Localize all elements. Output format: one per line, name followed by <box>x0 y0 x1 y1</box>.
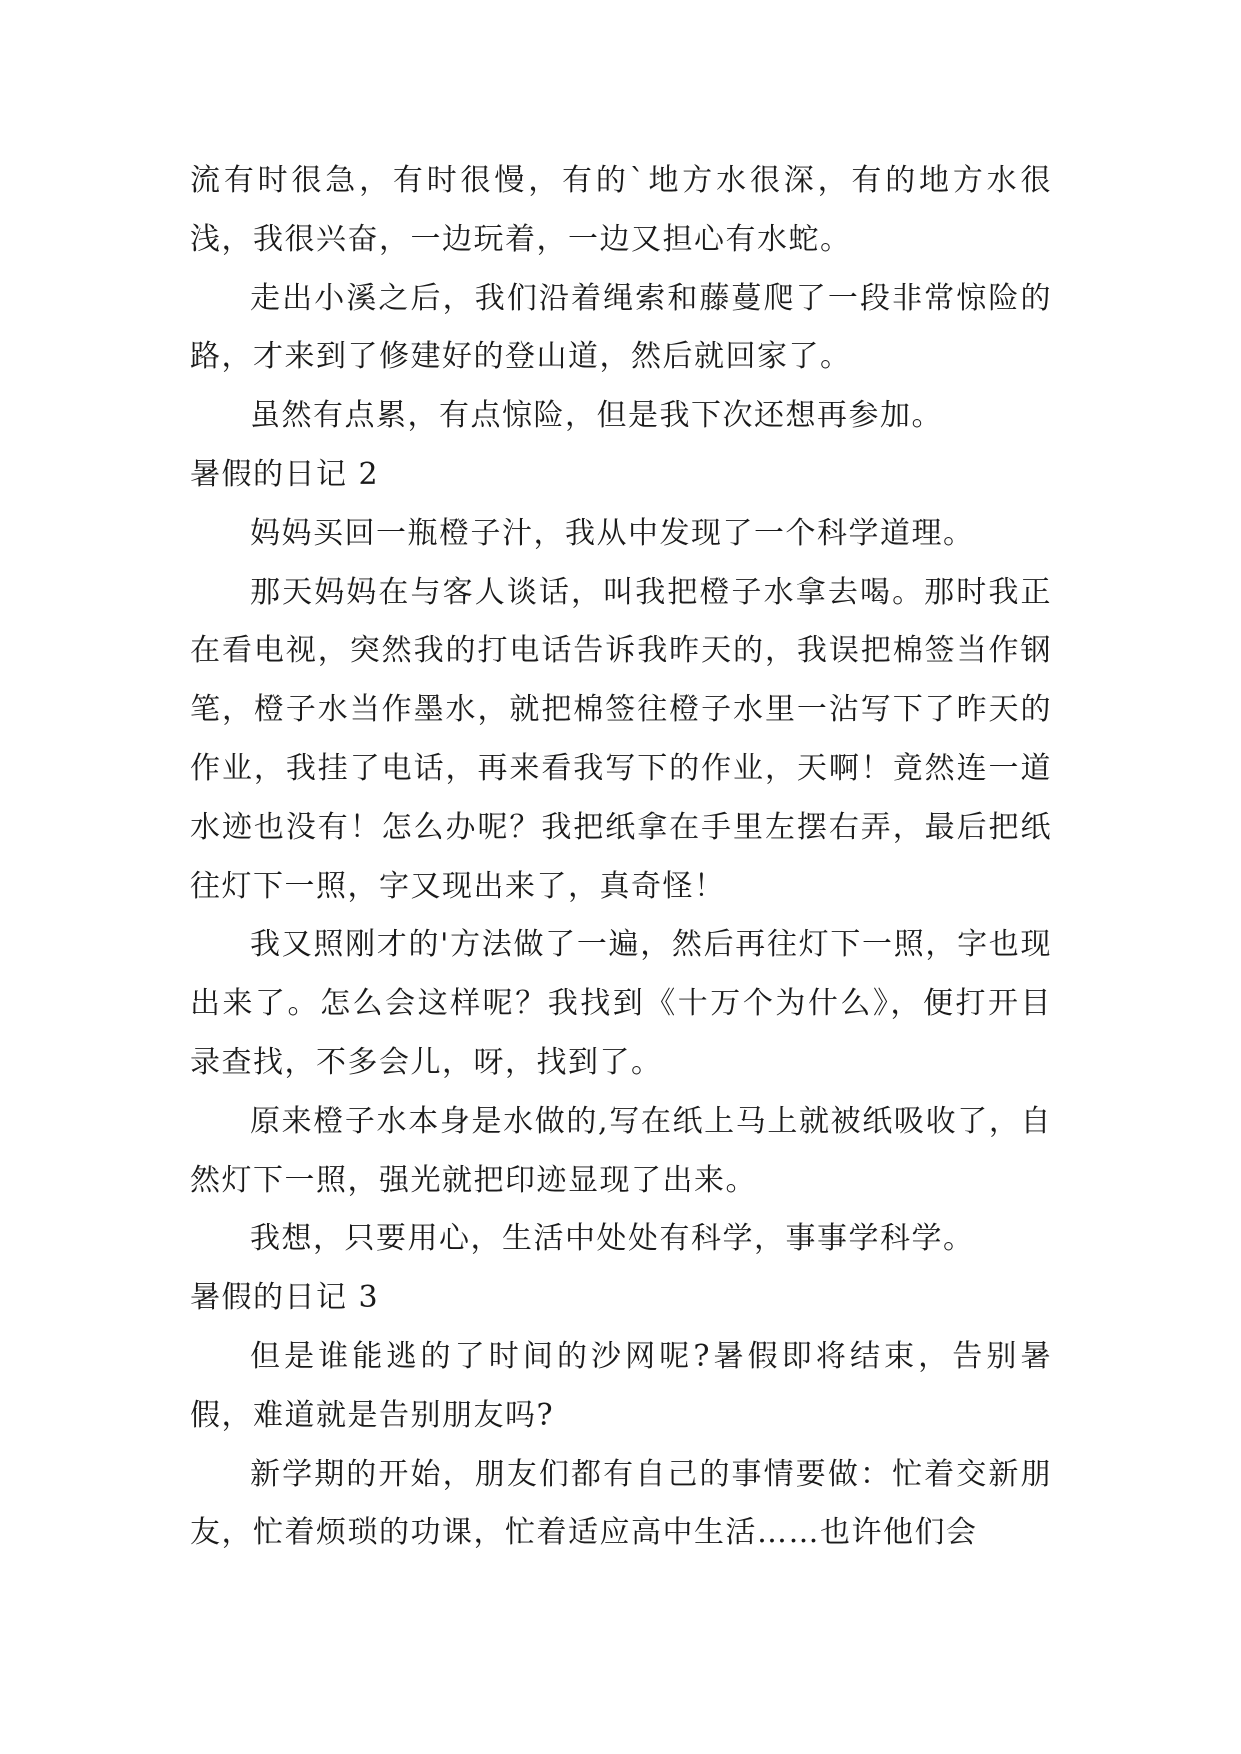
paragraph-leaving-stream: 走出小溪之后，我们沿着绳索和藤蔓爬了一段非常惊险的路，才来到了修建好的登山道，然后就回家了。 <box>190 280 1052 375</box>
paragraph-guest-conversation: 那天妈妈在与客人谈话，叫我把橙子水拿去喝。那时我正在看电视，突然我的打电话告诉我昨天的，我误把棉签当作钢笔，橙子水当作墨水，就把棉签往橙子水里一沾写下了昨天的作业，我挂了电话，再来看我写下的作业，天啊！竟然连一道水迹也没有！怎么办呢？我把纸拿在手里左摆右弄，最后把纸往灯下一照，字又现出来了，真奇怪！ <box>190 574 1052 904</box>
paragraph-want-again: 虽然有点累，有点惊险，但是我下次还想再参加。 <box>250 398 943 434</box>
section-heading-diary-2: 暑假的日记 2 <box>190 456 380 492</box>
paragraph-time-net: 但是谁能逃的了时间的沙网呢?暑假即将结束，告别暑假，难道就是告别朋友吗? <box>190 1338 1052 1433</box>
paragraph-science-everywhere: 我想，只要用心，生活中处处有科学，事事学科学。 <box>250 1221 975 1257</box>
paragraph-repeat-method: 我又照刚才的'方法做了一遍，然后再往灯下一照，字也现出来了。怎么会这样呢？我找到《十万个为什么》，便打开目录查找，不多会儿，呀，找到了。 <box>190 927 1052 1080</box>
paragraph-new-semester: 新学期的开始，朋友们都有自己的事情要做：忙着交新朋友，忙着烦琐的功课，忙着适应高中生活……也许他们会 <box>190 1456 1052 1551</box>
paragraph-orange-juice: 妈妈买回一瓶橙子汁，我从中发现了一个科学道理。 <box>250 515 975 551</box>
paragraph-stream-continued: 流有时很急，有时很慢，有的`地方水很深，有的地方水很浅，我很兴奋，一边玩着，一边又担心有水蛇。 <box>190 163 1052 257</box>
paragraph-explanation: 原来橙子水本身是水做的,写在纸上马上就被纸吸收了，自然灯下一照，强光就把印迹显现了出来。 <box>190 1103 1052 1198</box>
section-heading-diary-3: 暑假的日记 3 <box>190 1280 380 1316</box>
document-body <box>190 152 1052 1563</box>
